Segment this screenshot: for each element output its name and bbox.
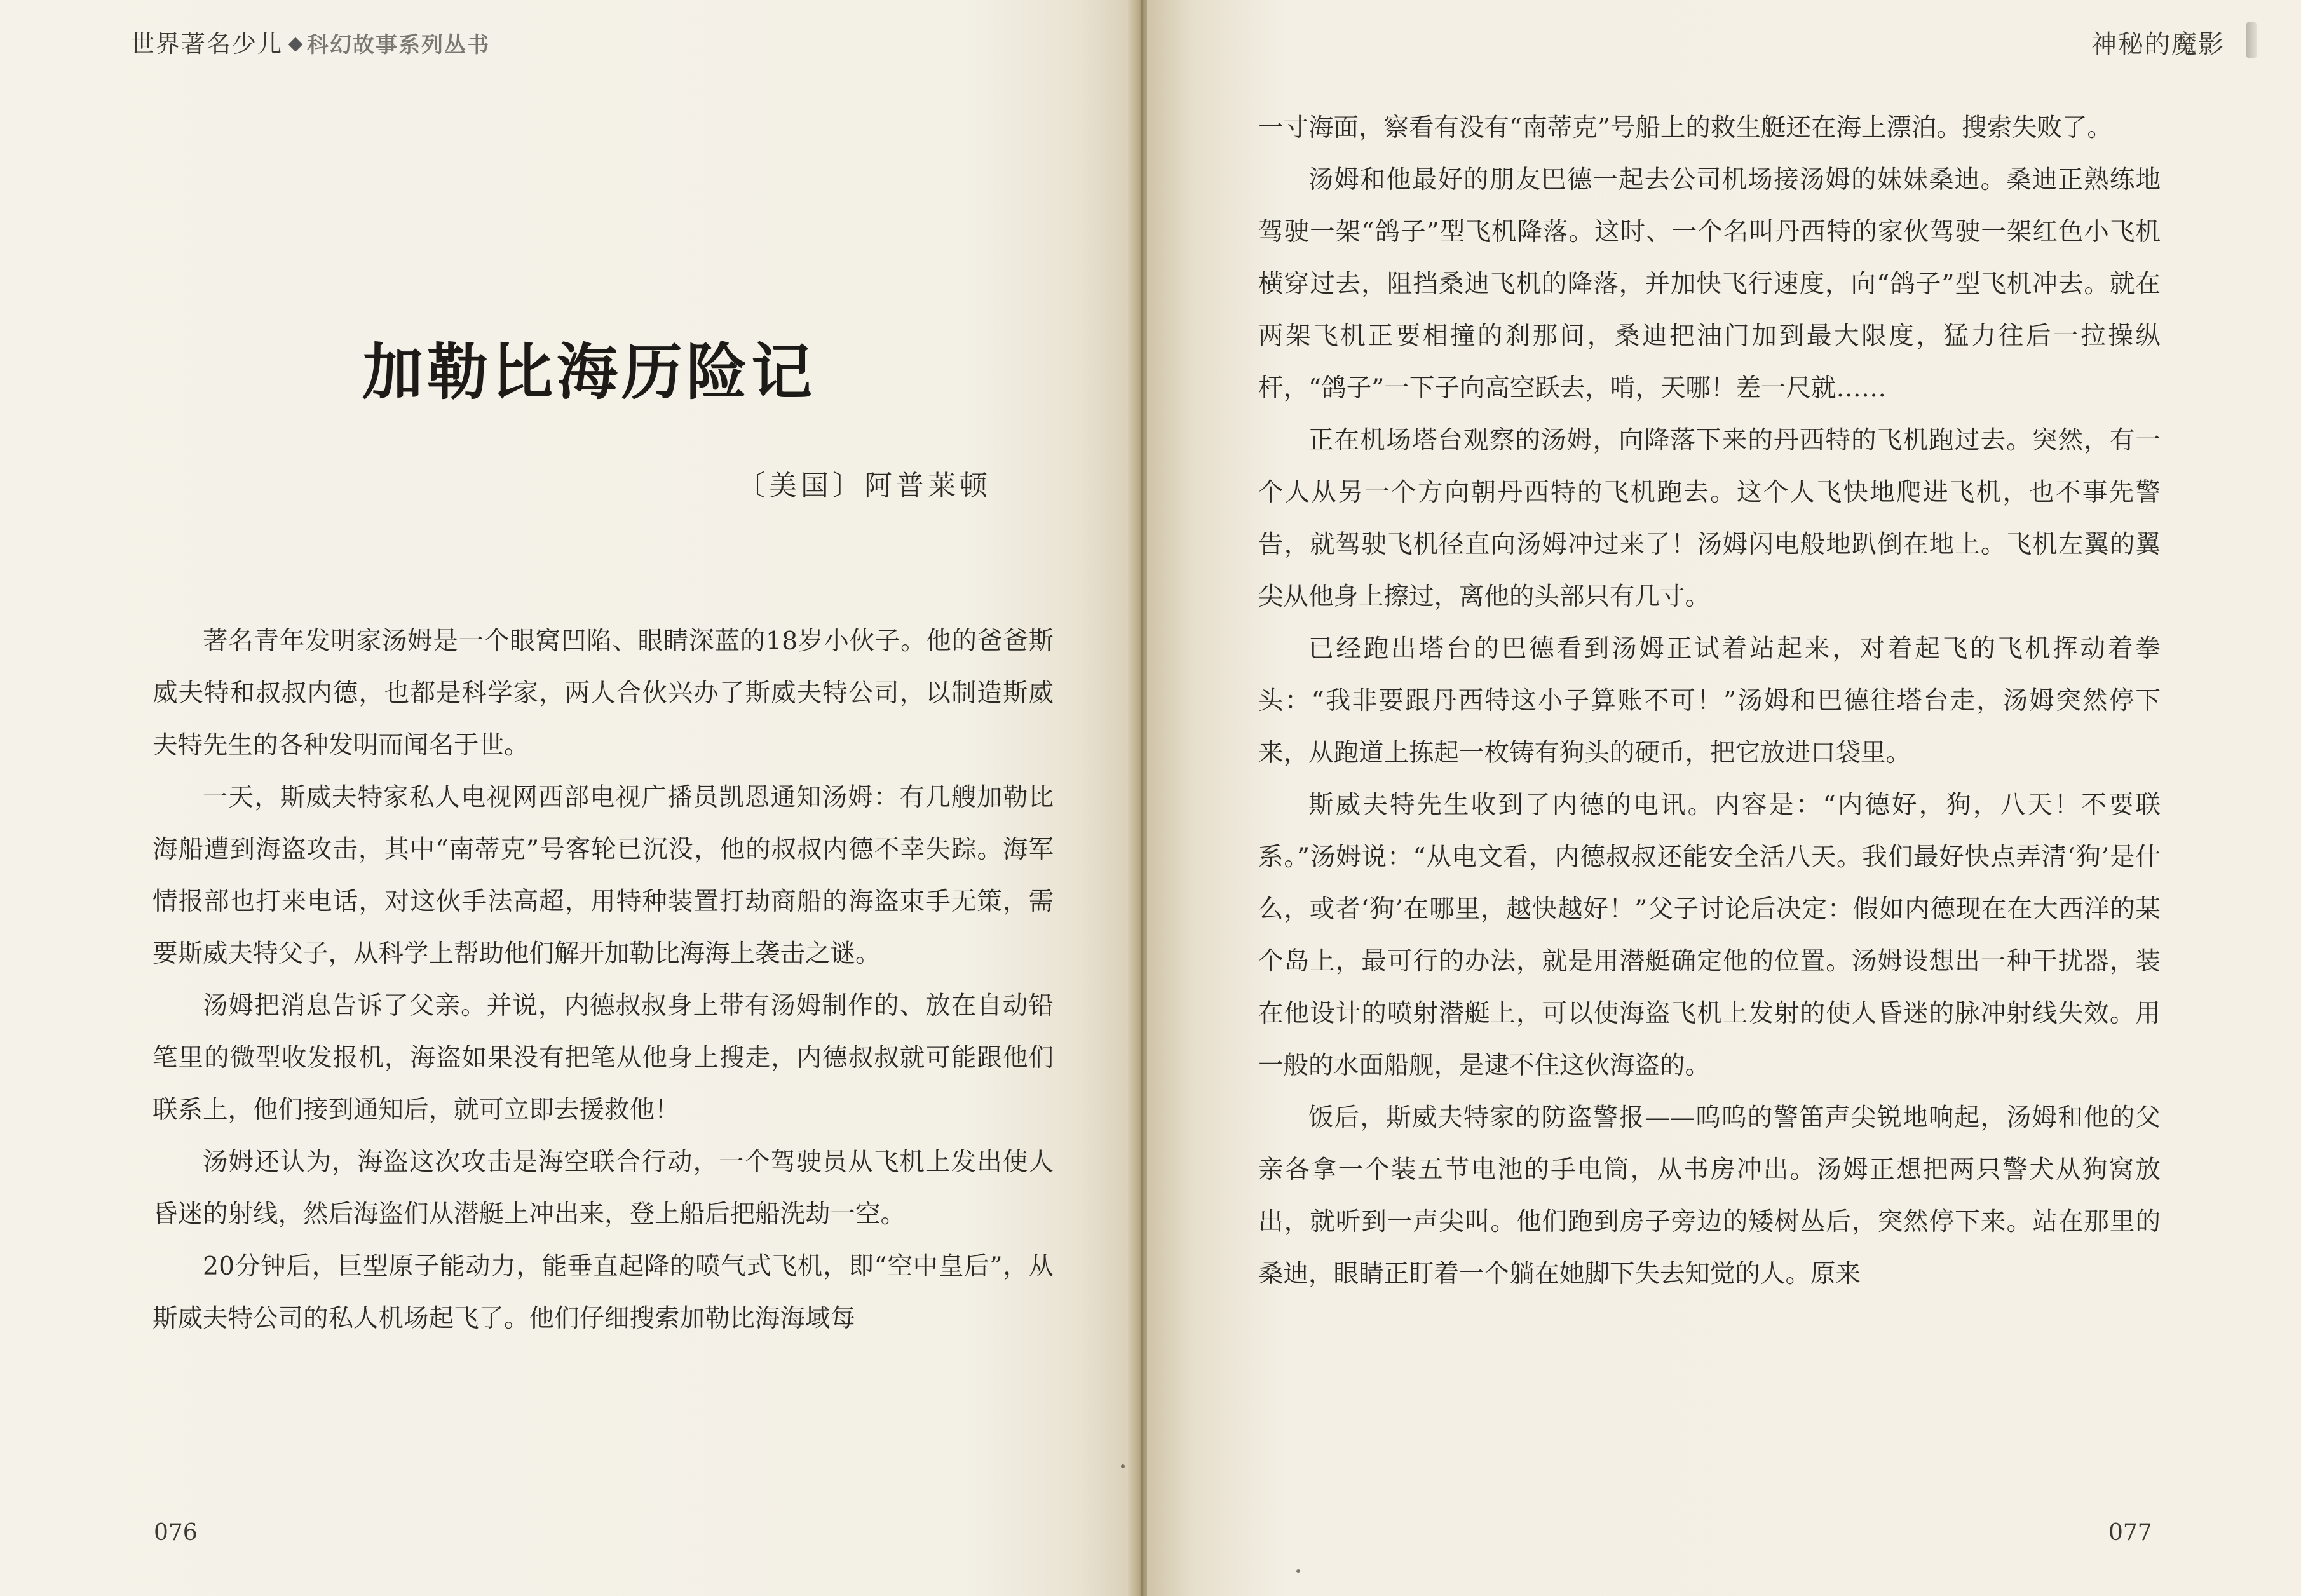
paragraph: 汤姆和他最好的朋友巴德一起去公司机场接汤姆的妹妹桑迪。桑迪正熟练地驾驶一架“鸽子”型飞机降落。这时、一个名叫丹西特的家伙驾驶一架红色小飞机横穿过去，阻挡桑迪飞机的降落，并加快飞行速度，向“鸽子”型飞机冲去。就在两架飞机正要相撞的刹那间，桑迪把油门加到最大限度，猛力往后一拉操纵杆，“鸽子”一下子向高空跃去，啃，天哪！差一尺就…… xyxy=(1258,165,2161,403)
paragraph: 汤姆把消息告诉了父亲。并说，内德叔叔身上带有汤姆制作的、放在自动铅笔里的微型收发报机，海盗如果没有把笔从他身上搜走，内德叔叔就可能跟他们联系上，他们接到通知后，就可立即去援救他！ xyxy=(153,991,1054,1125)
paragraph: 一天，斯威夫特家私人电视网西部电视广播员凯恩通知汤姆：有几艘加勒比海船遭到海盗攻击，其中“南蒂克”号客轮已沉没，他的叔叔内德不幸失踪。海军情报部也打来电话，对这伙手法高超，用特种装置打劫商船的海盗束手无策，需要斯威夫特父子，从科学上帮助他们解开加勒比海海上袭击之谜。 xyxy=(153,783,1054,968)
paragraph: 20分钟后，巨型原子能动力，能垂直起降的喷气式飞机，即“空中皇后”，从斯威夫特公司的私人机场起飞了。他们仔细搜索加勒比海海域每 xyxy=(153,1252,1054,1333)
left-running-head xyxy=(130,24,490,59)
header-tab-mark xyxy=(2246,22,2257,58)
paragraph: 一寸海面，察看有没有“南蒂克”号船上的救生艇还在海上漂泊。搜索失败了。 xyxy=(1258,113,2112,142)
book-title: 世界著名少儿 xyxy=(130,30,283,58)
page-number: 077 xyxy=(2108,1520,2152,1546)
left-body-text xyxy=(153,615,1054,1344)
paragraph: 已经跑出塔台的巴德看到汤姆正试着站起来，对着起飞的飞机挥动着拳头：“我非要跟丹西特这小子算账不可！”汤姆和巴德往塔台走，汤姆突然停下来，从跑道上拣起一枚铸有狗头的硬币，把它放进口袋里。 xyxy=(1258,634,2161,768)
story-author: 〔美国〕阿普莱顿 xyxy=(737,470,991,502)
paragraph: 正在机场塔台观察的汤姆，向降落下来的丹西特的飞机跑过去。突然，有一个人从另一个方向朝丹西特的飞机跑去。这个人飞快地爬进飞机，也不事先警告，就驾驶飞机径直向汤姆冲过来了！汤姆闪电般地趴倒在地上。飞机左翼的翼尖从他身上擦过，离他的头部只有几寸。 xyxy=(1258,426,2161,611)
scan-speck xyxy=(1121,1464,1125,1468)
right-running-head: 神秘的魔影 xyxy=(2091,30,2225,59)
paragraph: 汤姆还认为，海盗这次攻击是海空联合行动，一个驾驶员从飞机上发出使人昏迷的射线，然后海盗们从潜艇上冲出来，登上船后把船洗劫一空。 xyxy=(153,1147,1054,1229)
series-title: 科幻故事系列丛书 xyxy=(307,32,491,58)
paragraph: 斯威夫特先生收到了内德的电讯。内容是：“内德好，狗，八天！不要联系。”汤姆说：“从电文看，内德叔叔还能安全活八天。我们最好快点弄清‘狗’是什么，或者‘狗’在哪里，越快越好！”父子讨论后决定：假如内德现在在大西洋的某个岛上，最可行的办法，就是用潜艇确定他的位置。汤姆设想出一种干扰器，装在他设计的喷射潜艇上，可以使海盗飞机上发射的使人昏迷的脉冲射线失效。用一般的水面船舰，是逮不住这伙海盗的。 xyxy=(1258,790,2161,1080)
page-number: 076 xyxy=(154,1520,198,1546)
scan-speck xyxy=(1296,1569,1300,1573)
story-title: 加勒比海历险记 xyxy=(362,337,816,408)
gutter-shadow xyxy=(1141,0,1143,1596)
right-body-text xyxy=(1258,102,2161,1300)
left-page xyxy=(0,0,1134,1596)
diamond-icon xyxy=(288,37,303,51)
paragraph: 著名青年发明家汤姆是一个眼窝凹陷、眼睛深蓝的18岁小伙子。他的爸爸斯威夫特和叔叔内德，也都是科学家，两人合伙兴办了斯威夫特公司，以制造斯威夫特先生的各种发明而闻名于世。 xyxy=(153,626,1054,760)
paragraph: 饭后，斯威夫特家的防盗警报——呜呜的警笛声尖锐地响起，汤姆和他的父亲各拿一个装五节电池的手电筒，从书房冲出。汤姆正想把两只警犬从狗窝放出，就听到一声尖叫。他们跑到房子旁边的矮树丛后，突然停下来。站在那里的桑迪，眼睛正盯着一个躺在她脚下失去知觉的人。原来 xyxy=(1258,1103,2161,1288)
